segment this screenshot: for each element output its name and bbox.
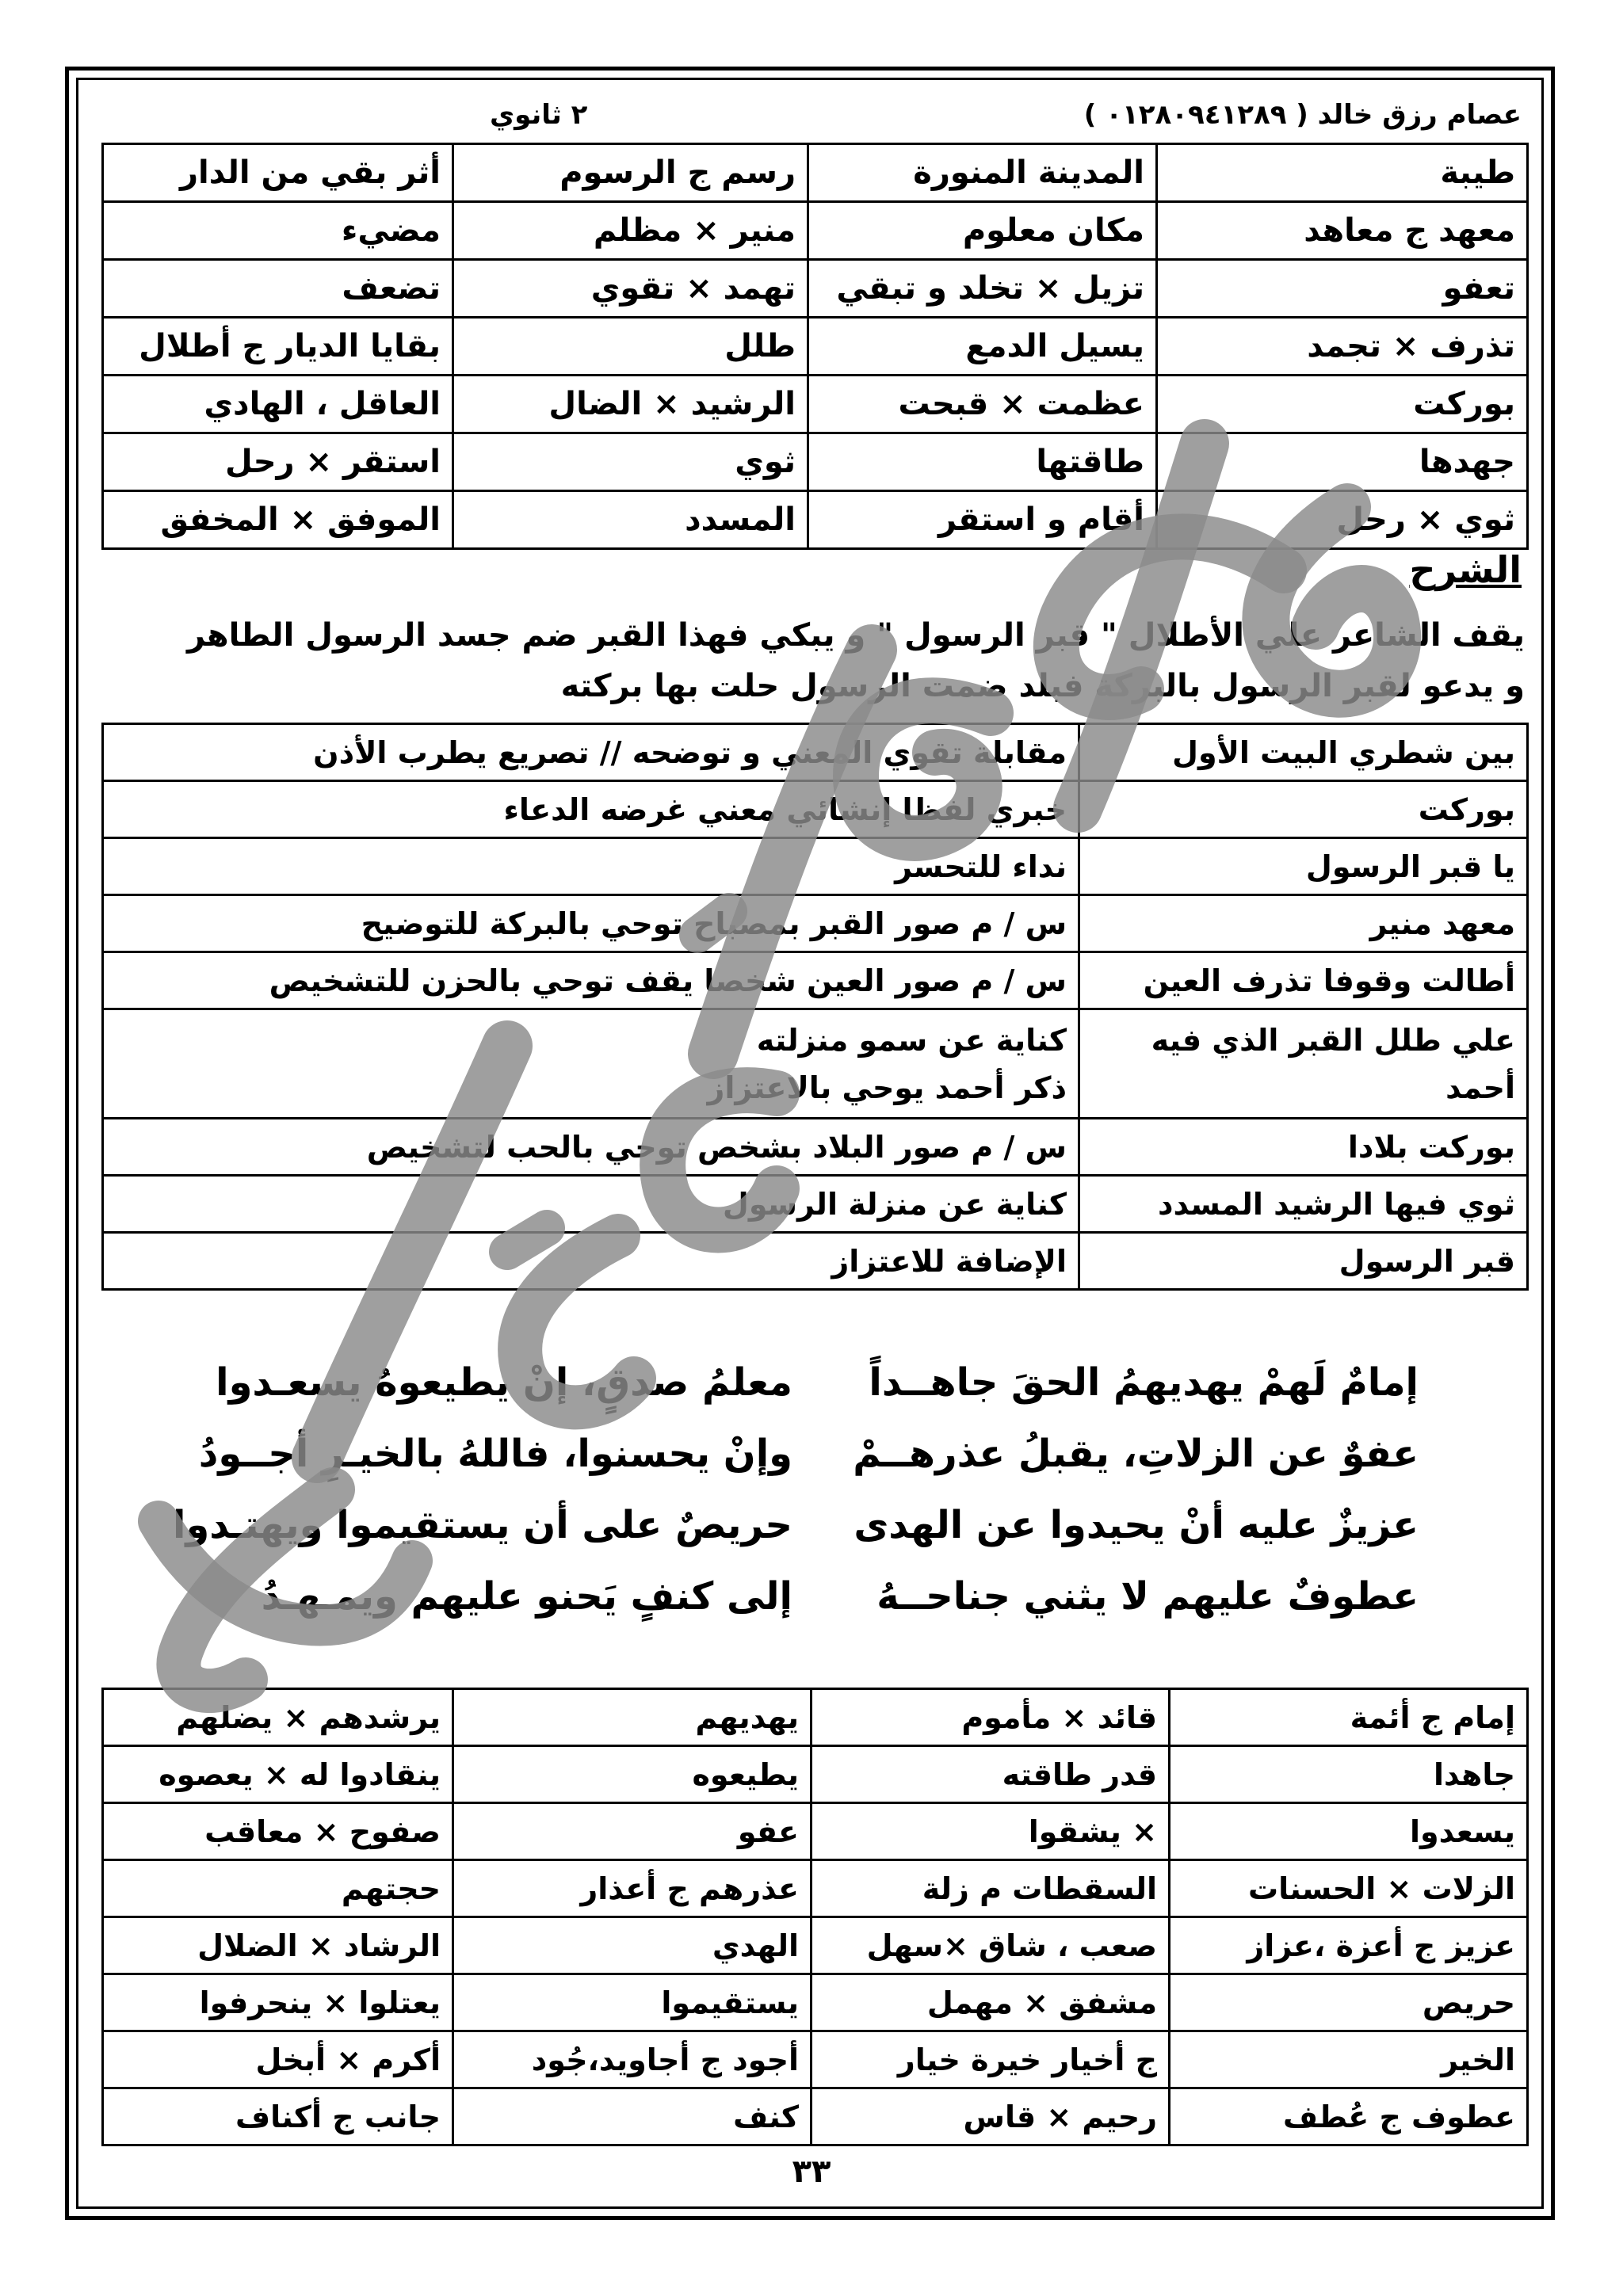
- author-name: عصام رزق خالد ( ٠١٢٨٠٩٤١٢٨٩ ): [1083, 99, 1522, 131]
- table-cell: ج أخيار خيرة خيار: [812, 2031, 1170, 2088]
- rhetoric-term: قبر الرسول: [1079, 1233, 1528, 1290]
- table-cell: طلل: [453, 318, 808, 376]
- table-cell: تضعف: [103, 260, 453, 318]
- rhetoric-note: [103, 1009, 1079, 1119]
- table-cell: مشفق × مهمل: [812, 1974, 1170, 2031]
- rhetoric-note: س / م صور البلاد بشخص توحي بالحب لتشخيص: [103, 1119, 1079, 1176]
- table-cell: قدر طاقته: [812, 1746, 1170, 1803]
- table-row: [103, 1974, 1528, 2031]
- verse-second-hemistich: إلى كنفٍ يَحنو عليهم ويمـهـدُ: [261, 1574, 792, 1619]
- table-cell: أقام و استقر: [808, 491, 1157, 549]
- rhetoric-note: خبري لفظا إنشائي معني غرضه الدعاء: [103, 781, 1079, 838]
- table-row: [103, 1803, 1528, 1860]
- verse-second-hemistich: وإنْ يحسنوا، فاللهُ بالخيـرِ أجــودُ: [198, 1432, 792, 1476]
- verse-first-hemistich: عطوفٌ عليهم لا يثني جناحــهُ: [876, 1574, 1419, 1619]
- table-cell: جانب ج أكناف: [103, 2088, 453, 2145]
- vocabulary-table-2: [101, 1688, 1529, 2146]
- table-cell: صفوح × معاقب: [103, 1803, 453, 1860]
- rhetoric-note-line: كناية عن سمو منزلته: [756, 1022, 1067, 1058]
- page-header: [101, 97, 1522, 133]
- table-cell: مكان معلوم: [808, 202, 1157, 260]
- table-row: [103, 1176, 1528, 1233]
- table-cell: إمام ج أئمة: [1170, 1689, 1528, 1746]
- table-cell: جهدها: [1157, 433, 1528, 491]
- table-cell: تهمد × تقوي: [453, 260, 808, 318]
- explanation-paragraph-line: و يدعو لقبر الرسول بالبركة فبلد ضمت الرسول حلت بها بركته: [560, 668, 1525, 704]
- table-row: [103, 1860, 1528, 1917]
- table-row: [103, 1746, 1528, 1803]
- table-cell: ثوي × رحل: [1157, 491, 1528, 549]
- table-cell: منير × مظلم: [453, 202, 808, 260]
- verse-first-hemistich: عفوٌ عن الزلاتِ، يقبلُ عذرهــمْ: [853, 1432, 1419, 1476]
- table-cell: معهد ج معاهد: [1157, 202, 1528, 260]
- table-cell: عفو: [453, 1803, 812, 1860]
- table-row: [103, 376, 1528, 433]
- page-number: ٣٣: [792, 2153, 831, 2190]
- verse-first-hemistich: إمامٌ لَهمْ يهديهمُ الحقَ جاهــداً: [869, 1360, 1419, 1405]
- table-cell: استقر × رحل: [103, 433, 453, 491]
- table-row: [103, 144, 1528, 202]
- grade-label: ٢ ثانوي: [490, 99, 588, 131]
- rhetoric-term: [1079, 1009, 1528, 1119]
- table-cell: تذرف × تجمد: [1157, 318, 1528, 376]
- table-cell: بقايا الديار ج أطلال: [103, 318, 453, 376]
- table-row: [103, 724, 1528, 781]
- rhetoric-term-line: أحمد: [1445, 1070, 1515, 1105]
- explanation-heading: الشرح: [1409, 548, 1522, 591]
- table-cell: الموفق × المخفق: [103, 491, 453, 549]
- verse-first-hemistich: عزيزٌ عليه أنْ يحيدوا عن الهدى: [854, 1503, 1419, 1547]
- table-cell: الخير: [1170, 2031, 1528, 2088]
- table-cell: بوركت: [1157, 376, 1528, 433]
- table-row: [103, 2031, 1528, 2088]
- table-cell: السقطات م زلة: [812, 1860, 1170, 1917]
- table-cell: ينقادوا له × يعصوه: [103, 1746, 453, 1803]
- rhetoric-note: س / م صور القبر بمصباح توحي بالبركة للتوضيح: [103, 895, 1079, 952]
- table-cell: عذرهم ج أعذار: [453, 1860, 812, 1917]
- table-cell: أثر بقي من الدار: [103, 144, 453, 202]
- table-row: [103, 952, 1528, 1009]
- table-cell: تزيل × تخلد و تبقي: [808, 260, 1157, 318]
- rhetoric-term: أطالت وقوفا تذرف العين: [1079, 952, 1528, 1009]
- table-cell: المدينة المنورة: [808, 144, 1157, 202]
- table-cell: الزلات × الحسنات: [1170, 1860, 1528, 1917]
- table-cell: مضيء: [103, 202, 453, 260]
- table-cell: أجود ج أجاويد،جُود: [453, 2031, 812, 2088]
- table-row: [103, 895, 1528, 952]
- rhetoric-note: الإضافة للاعتزاز: [103, 1233, 1079, 1290]
- table-row: [103, 318, 1528, 376]
- rhetoric-note: نداء للتحسر: [103, 838, 1079, 895]
- rhetoric-note: كناية عن منزلة الرسول: [103, 1176, 1079, 1233]
- poem-verses: [172, 1347, 1419, 1648]
- table-cell: يستقيموا: [453, 1974, 812, 2031]
- explanation-paragraph-line: يقف الشاعر علي الأطلال " قبر الرسول " و يبكي فهذا القبر ضم جسد الرسول الطاهر: [187, 617, 1525, 654]
- table-row: [103, 1119, 1528, 1176]
- table-row: [103, 260, 1528, 318]
- table-row: [103, 491, 1528, 549]
- table-row: [103, 433, 1528, 491]
- rhetoric-note: مقابلة تقوي المعني و توضحه // تصريع يطرب الأذن: [103, 724, 1079, 781]
- rhetoric-note-line: ذكر أحمد يوحي بالاعتزاز: [707, 1070, 1067, 1105]
- rhetoric-term: بين شطري البيت الأول: [1079, 724, 1528, 781]
- rhetoric-term: بوركت: [1079, 781, 1528, 838]
- table-cell: طاقتها: [808, 433, 1157, 491]
- table-row: [103, 1233, 1528, 1290]
- table-cell: عظمت × قبحت: [808, 376, 1157, 433]
- table-row: [103, 202, 1528, 260]
- table-cell: رسم ج الرسوم: [453, 144, 808, 202]
- vocabulary-table-1: [101, 143, 1529, 550]
- table-cell: المسدد: [453, 491, 808, 549]
- table-cell: يطيعوه: [453, 1746, 812, 1803]
- table-cell: ثوي: [453, 433, 808, 491]
- rhetoric-table: [101, 723, 1529, 1291]
- table-cell: طيبة: [1157, 144, 1528, 202]
- rhetoric-term: ثوي فيها الرشيد المسدد: [1079, 1176, 1528, 1233]
- table-cell: يهديهم: [453, 1689, 812, 1746]
- rhetoric-note: س / م صور العين شخصا يقف توحي بالحزن للتشخيص: [103, 952, 1079, 1009]
- table-cell: رحيم × قاس: [812, 2088, 1170, 2145]
- table-cell: الهدي: [453, 1917, 812, 1974]
- table-cell: حريص: [1170, 1974, 1528, 2031]
- table-cell: حجتهم: [103, 1860, 453, 1917]
- table-cell: يعتلوا × ينحرفوا: [103, 1974, 453, 2031]
- table-cell: الرشاد × الضلال: [103, 1917, 453, 1974]
- table-cell: يسيل الدمع: [808, 318, 1157, 376]
- rhetoric-term-line: علي طلل القبر الذي فيه: [1151, 1022, 1515, 1058]
- rhetoric-term: يا قبر الرسول: [1079, 838, 1528, 895]
- table-cell: جاهدا: [1170, 1746, 1528, 1803]
- table-cell: صعب ، شاق ×سهل: [812, 1917, 1170, 1974]
- table-cell: أكرم × أبخل: [103, 2031, 453, 2088]
- table-row: [103, 1689, 1528, 1746]
- table-cell: الرشيد × الضال: [453, 376, 808, 433]
- table-cell: العاقل ، الهادي: [103, 376, 453, 433]
- table-row: [103, 2088, 1528, 2145]
- table-row: [103, 1917, 1528, 1974]
- table-cell: يسعدوا: [1170, 1803, 1528, 1860]
- verse-second-hemistich: حريصٌ على أن يستقيموا ويهتـدوا: [172, 1503, 792, 1547]
- table-cell: تعفو: [1157, 260, 1528, 318]
- table-cell: عزيز ج أعزة ،عزاز: [1170, 1917, 1528, 1974]
- table-row: [103, 1009, 1528, 1119]
- verse-second-hemistich: معلمُ صدقٍ، إنْ يطيعوهُ يسعـدوا: [216, 1360, 792, 1405]
- table-cell: قائد × مأموم: [812, 1689, 1170, 1746]
- table-cell: كنف: [453, 2088, 812, 2145]
- table-row: [103, 781, 1528, 838]
- table-cell: يرشدهم × يضلهم: [103, 1689, 453, 1746]
- rhetoric-term: بوركت بلادا: [1079, 1119, 1528, 1176]
- table-cell: عطوف ج عُطف: [1170, 2088, 1528, 2145]
- table-cell: × يشقوا: [812, 1803, 1170, 1860]
- table-row: [103, 838, 1528, 895]
- rhetoric-term: معهد منير: [1079, 895, 1528, 952]
